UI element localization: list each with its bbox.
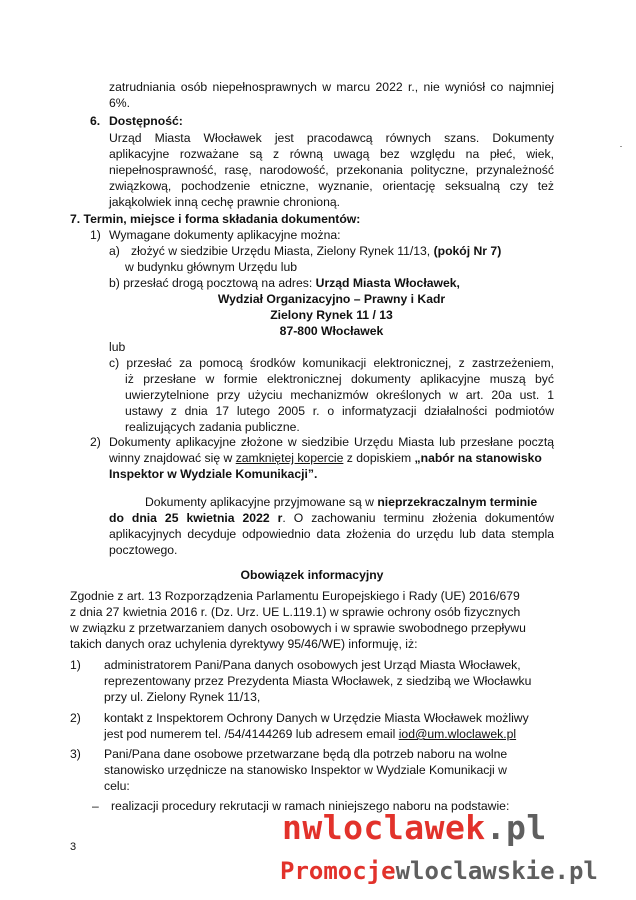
paragraph-line: aplikacyjne rozważane są z równą uwagą bez względu na płeć, wiek, xyxy=(109,147,554,161)
paragraph-line: Zgodnie z art. 13 Rozporządzenia Parlamentu Europejskiego i Rady (UE) 2016/679 xyxy=(70,589,520,603)
paragraph-line: do dnia 25 kwietnia 2022 r. O zachowaniu terminu złożenia dokumentów xyxy=(109,511,554,525)
paragraph-line: związkową, pochodzenie etniczne, wyznanie, orientację seksualną czy też xyxy=(109,179,554,193)
list-number: 2) xyxy=(70,711,81,725)
section-title: Dostępność: xyxy=(109,114,183,128)
paragraph-line: takich danych oraz uchylenia dyrektywy 95/46/WE) informuję, iż: xyxy=(70,637,418,651)
list-item: Dokumenty aplikacyjne złożone w siedzibie Urzędu Miasta lub przesłane pocztą xyxy=(109,435,554,449)
paragraph-line: Urząd Miasta Włocławek jest pracodawcą równych szans. Dokumenty xyxy=(109,131,554,145)
list-item: w budynku głównym Urzędu lub xyxy=(125,260,298,274)
dash-bullet: – xyxy=(92,799,99,813)
list-item: złożyć w siedzibie Urzędu Miasta, Zielony Rynek 11/13, (pokój Nr 7) xyxy=(131,244,502,258)
list-item: jest pod numerem tel. /54/4144269 lub adresem email iod@um.wloclawek.pl xyxy=(104,727,517,741)
watermark-promocje: Promocjewloclawskie.pl xyxy=(280,857,598,885)
list-item: uwierzytelnione przy użyciu mechanizmów określonych w art. 20a ust. 1 xyxy=(125,388,554,402)
list-item: winny znajdować się w zamkniętej kopercie z dopiskiem „nabór na stanowisko xyxy=(109,451,542,465)
paragraph-line: zatrudniania osób niepełnosprawnych w marcu 2022 r., nie wyniósł co najmniej xyxy=(109,80,554,94)
list-item: przy ul. Zielony Rynek 11/13, xyxy=(104,690,261,704)
address-line: Wydział Organizacyjno – Prawny i Kadr xyxy=(217,292,446,306)
list-number: 1) xyxy=(90,228,101,242)
section-heading: Obowiązek informacyjny xyxy=(240,568,384,582)
paragraph-line: pocztowego. xyxy=(109,543,178,557)
list-item: Inspektor w Wydziale Komunikacji”. xyxy=(109,467,318,481)
paragraph-line: w związku z przetwarzaniem danych osobowych i w sprawie swobodnego przepływu xyxy=(70,621,526,635)
section-number: 6. xyxy=(90,114,101,128)
list-item: kontakt z Inspektorem Ochrony Danych w Urzędzie Miasta Włocławek możliwy xyxy=(104,711,529,725)
address-line: 87-800 Włocławek xyxy=(279,324,384,338)
list-item: stanowisko urzędnicze na stanowisko Inspektor w Wydziale Komunikacji w xyxy=(104,763,507,777)
address-line: Zielony Rynek 11 / 13 xyxy=(270,308,393,322)
list-item: administratorem Pani/Pana danych osobowych jest Urząd Miasta Włocławek, xyxy=(104,658,521,672)
list-item: c) przesłać za pomocą środków komunikacji elektronicznej, z zastrzeżeniem, xyxy=(109,356,554,370)
list-item: iż przesłane w formie elektronicznej dokumenty aplikacyjne muszą być xyxy=(125,372,554,386)
paragraph-line: Dokumenty aplikacyjne przyjmowane są w nieprzekraczalnym terminie xyxy=(145,495,538,509)
list-number: 1) xyxy=(70,658,81,672)
list-item: b) przesłać drogą pocztową na adres: Urząd Miasta Włocławek, xyxy=(109,276,460,290)
list-item: realizujących zadania publiczne. xyxy=(125,420,300,434)
paragraph-line: jakąkolwiek inną cechę prawnie chronioną. xyxy=(109,195,341,209)
list-item: celu: xyxy=(104,779,130,793)
list-item: Wymagane dokumenty aplikacyjne można: xyxy=(109,228,341,242)
list-item: ustawy z dnia 17 lutego 2005 r. o informatyzacji działalności podmiotów xyxy=(125,404,554,418)
section-title: 7. Termin, miejsce i forma składania dokumentów: xyxy=(70,212,361,226)
scan-speck xyxy=(620,146,622,147)
email-link[interactable]: iod@um.wloclawek.pl xyxy=(398,727,517,741)
list-label: a) xyxy=(109,244,120,258)
page-number: 3 xyxy=(70,841,77,853)
list-number: 3) xyxy=(70,747,81,761)
paragraph-line: niepełnosprawność, rasę, narodowość, przekonania polityczne, przynależność xyxy=(109,163,554,177)
list-item: realizacji procedury rekrutacji w ramach niniejszego naboru na podstawie: xyxy=(111,799,510,813)
list-item: reprezentowany przez Prezydenta Miasta Włocławek, z siedzibą we Włocławku xyxy=(104,674,532,688)
list-item: Pani/Pana dane osobowe przetwarzane będą dla potrzeb naboru na wolne xyxy=(104,747,508,761)
paragraph-line: aplikacyjnych decyduje odpowiednio data złożenia do urzędu lub data stempla xyxy=(109,527,554,541)
paragraph-line: lub xyxy=(109,340,126,354)
list-number: 2) xyxy=(90,435,101,449)
watermark-nwloclawek: nwloclawek.pl xyxy=(282,808,547,847)
paragraph-line: z dnia 27 kwietnia 2016 r. (Dz. Urz. UE L.119.1) w sprawie ochrony osób fizycznych xyxy=(70,605,521,619)
paragraph-line: 6%. xyxy=(109,96,131,110)
